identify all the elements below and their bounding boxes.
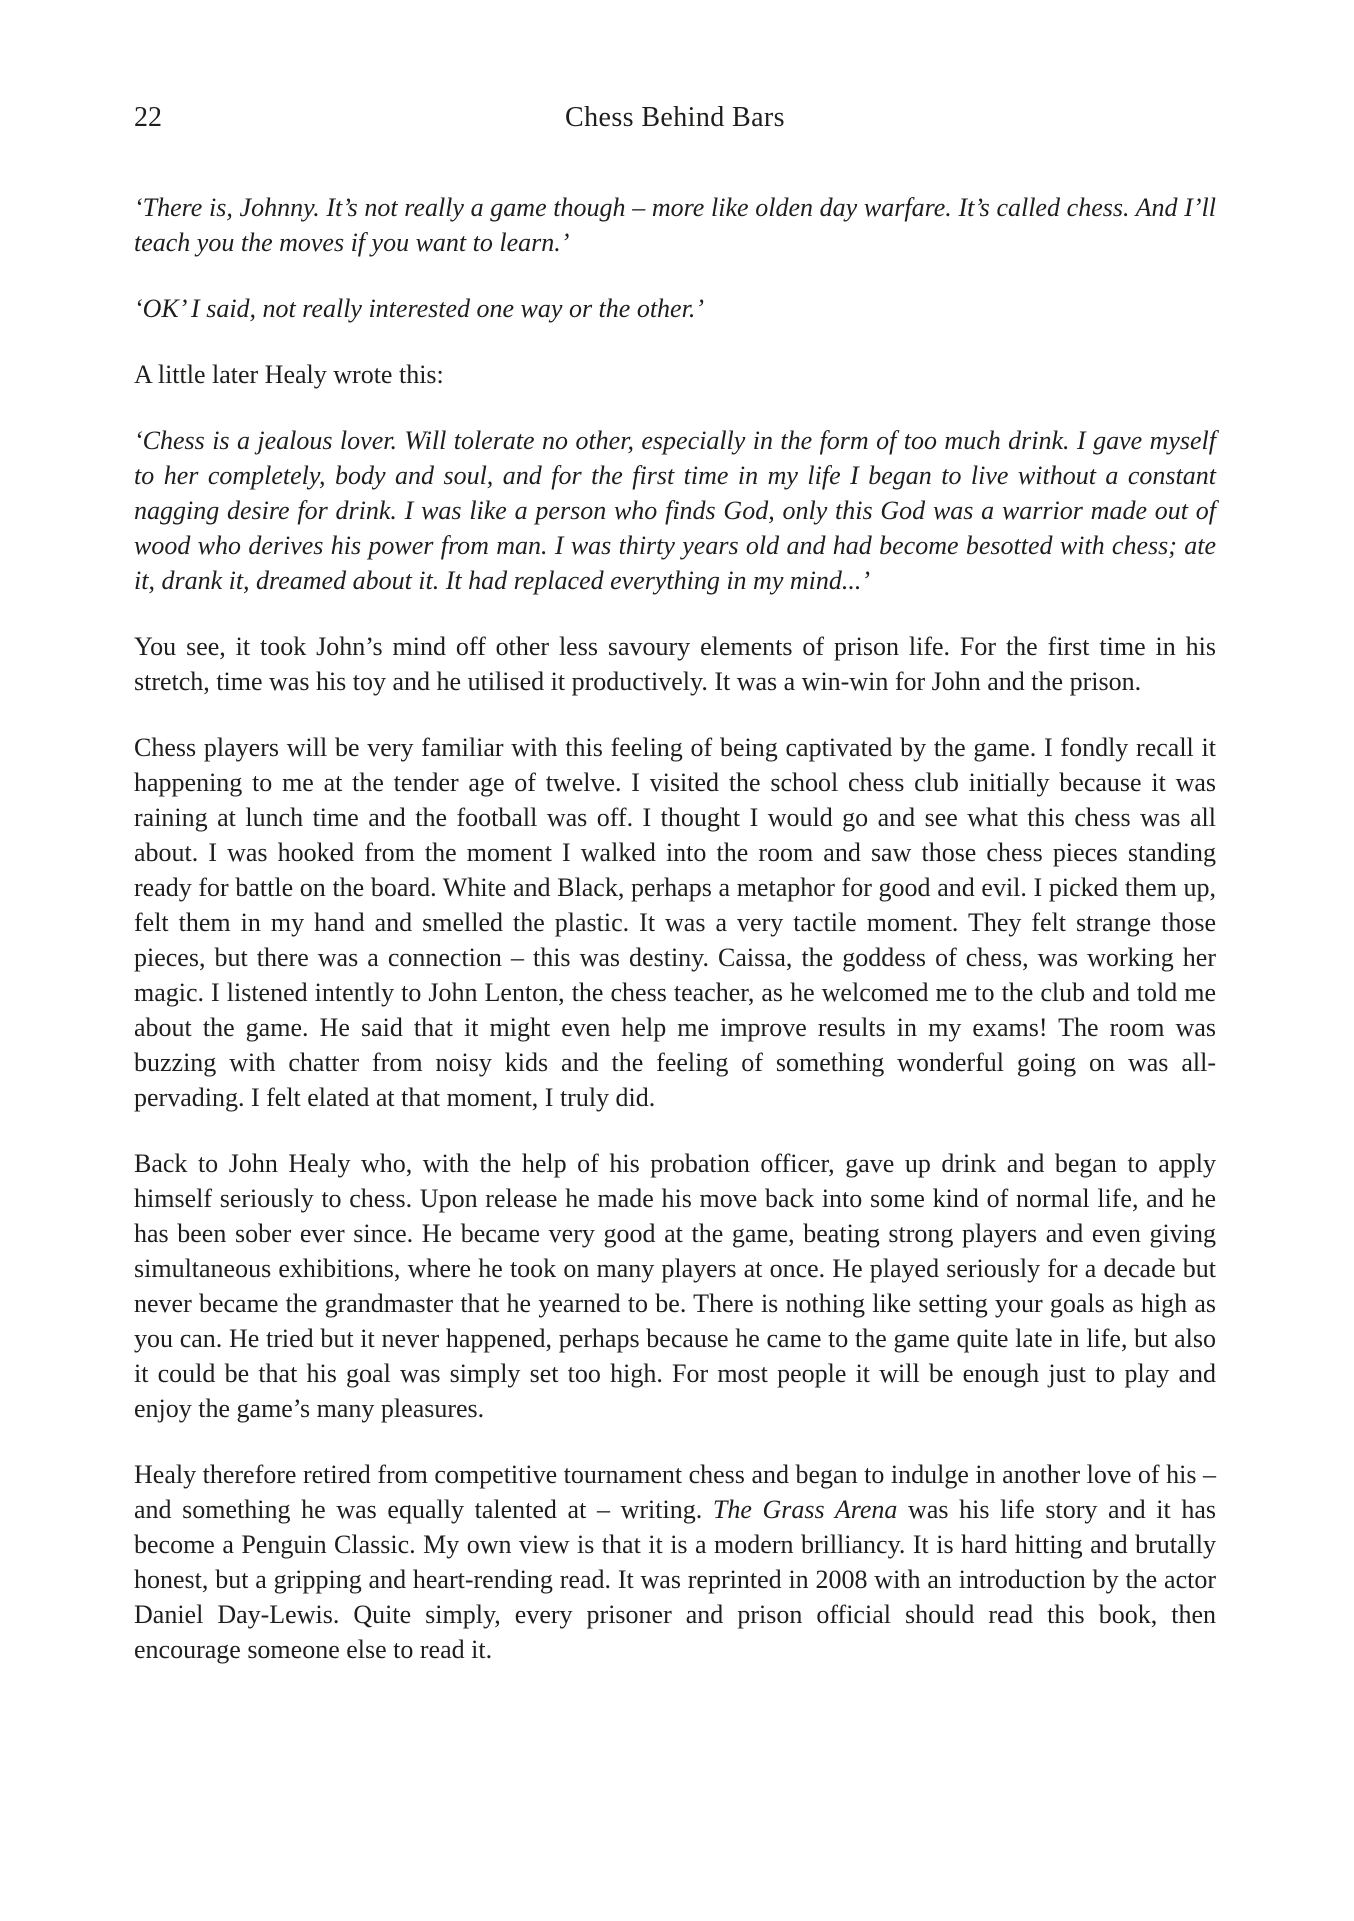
body-paragraph: A little later Healy wrote this: — [134, 360, 444, 389]
body-paragraph: Chess players will be very familiar with this feeling of being captivated by the game. I fondly recall it happening to me at the tender age of twelve. I visited the school chess club initially because it was raining at lunch time and the football was off. I thought I would go and see what this chess was all about. I was hooked from the moment I walked into the room and saw those chess pieces standing ready for battle on the board. White and Black, perhaps a metaphor for good and evil. I picked them up, felt them in my hand and smelled the plastic. It was a very tactile moment. They felt strange those pieces, but there was a connection – this was destiny. Caissa, the goddess of chess, was working her magic. I listened intently to John Lenton, the chess teacher, as he welcomed me to the club and told me about the game. He said that it might even help me improve results in my exams! The room was buzzing with chatter from noisy kids and the feeling of something wonderful going on was all-pervading. I felt elated at that moment, I truly did. — [134, 733, 1216, 1112]
running-head — [0, 0, 1354, 134]
running-title: Chess Behind Bars — [565, 102, 785, 133]
body-paragraph: Back to John Healy who, with the help of his probation officer, gave up drink and began to apply himself seriously to chess. Upon release he made his move back into some kind of normal life, and he has been sober ever since. He became very good at the game, beating strong players and even giving simultaneous exhibitions, where he took on many players at once. He played seriously for a decade but never became the grandmaster that he yearned to be. There is nothing like setting your goals as high as you can. He tried but it never happened, perhaps because he came to the game quite late in life, but also it could be that his goal was simply set too high. For most people it will be enough just to play and enjoy the game’s many pleasures. — [134, 1149, 1216, 1423]
quote-paragraph: ‘Chess is a jealous lover. Will tolerate no other, especially in the form of too much drink. I gave myself to her completely, body and soul, and for the first time in my life I began to live without a constant nagging desire for drink. I was like a person who finds God, only this God was a warrior made out of wood who derives his power from man. I was thirty years old and had become besotted with chess; ate it, drank it, dreamed about it. It had replaced everything in my mind...’ — [134, 426, 1216, 595]
page-text-block — [134, 190, 1216, 1667]
quote-paragraph: ‘OK’ I said, not really interested one way or the other.’ — [134, 294, 704, 323]
body-paragraph: You see, it took John’s mind off other less savoury elements of prison life. For the first time in his stretch, time was his toy and he utilised it productively. It was a win-win for John and the prison. — [134, 632, 1216, 696]
inline-book-title: The Grass Arena — [712, 1495, 898, 1524]
quote-paragraph: ‘There is, Johnny. It’s not really a game though – more like olden day warfare. It’s called chess. And I’ll teach you the moves if you want to learn.’ — [134, 193, 1216, 257]
page-number: 22 — [134, 102, 162, 133]
body-paragraph — [134, 1457, 1216, 1667]
paragraph-segment: Healy therefore retired from competitive tournament chess and began to indulge in another love of his – and something he was equally talented at – writing. — [134, 1460, 1216, 1524]
paragraph-segment: was his life story and it has become a Penguin Classic. My own view is that it is a modern brilliancy. It is hard hitting and brutally honest, but a gripping and heart-rending read. It was reprinted in 2008 with an introduction by the actor Daniel Day-Lewis. Quite simply, every prisoner and prison official should read this book, then encourage someone else to read it. — [134, 1495, 1216, 1664]
